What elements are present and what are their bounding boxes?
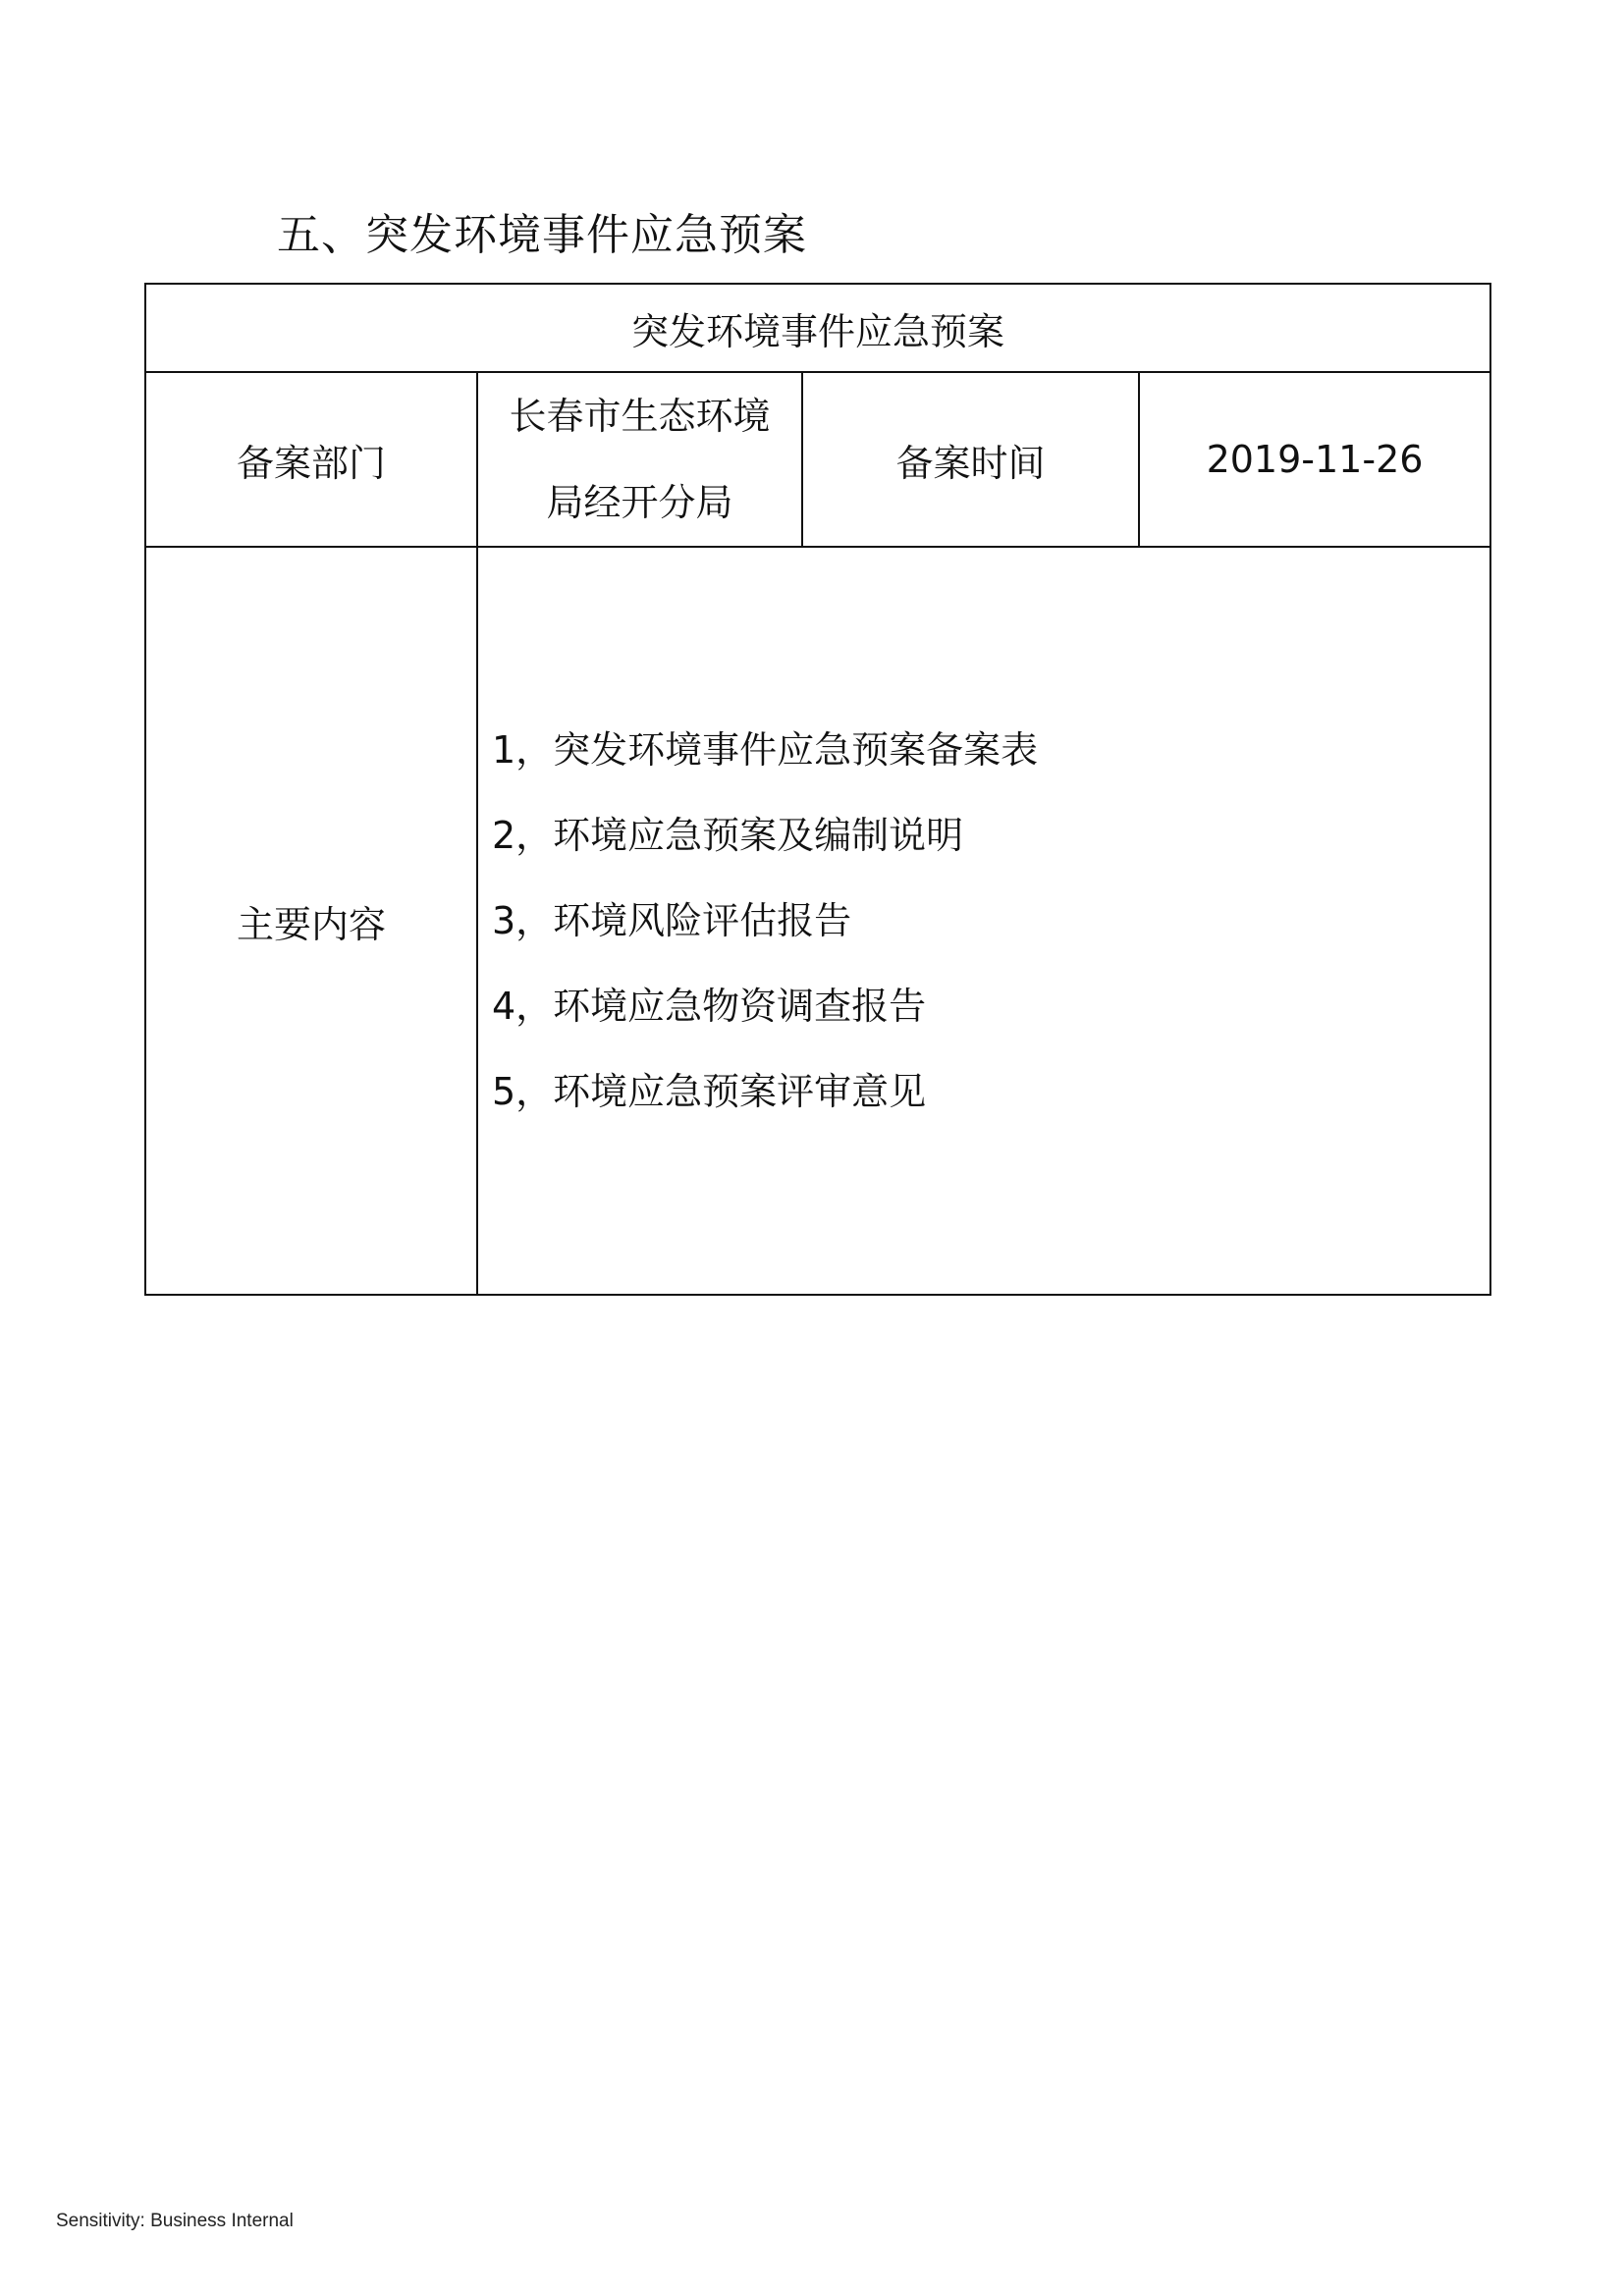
content-label: 主要内容 xyxy=(145,547,477,1295)
content-list xyxy=(478,708,1489,1135)
table-content-row xyxy=(145,547,1490,1295)
section-heading: 五、突发环境事件应急预案 xyxy=(277,210,807,260)
dept-label: 备案部门 xyxy=(145,372,477,547)
table-title-row xyxy=(145,284,1490,372)
dept-value-line1: 长春市生态环境 xyxy=(509,395,771,438)
time-label: 备案时间 xyxy=(802,372,1139,547)
table-title: 突发环境事件应急预案 xyxy=(145,284,1490,372)
sensitivity-footer: Sensitivity: Business Internal xyxy=(56,2211,294,2231)
dept-value xyxy=(477,372,802,547)
content-item-4: 4，环境应急物资调查报告 xyxy=(492,984,927,1028)
content-item-1: 1，突发环境事件应急预案备案表 xyxy=(492,727,1039,772)
content-cell xyxy=(477,547,1490,1295)
record-table xyxy=(144,283,1491,1296)
table-info-row xyxy=(145,372,1490,547)
time-value: 2019-11-26 xyxy=(1139,372,1490,547)
content-item-5: 5，环境应急预案评审意见 xyxy=(492,1069,927,1113)
dept-value-line2: 局经开分局 xyxy=(546,481,733,524)
content-item-2: 2，环境应急预案及编制说明 xyxy=(492,813,964,857)
content-item-3: 3，环境风险评估报告 xyxy=(492,898,852,942)
